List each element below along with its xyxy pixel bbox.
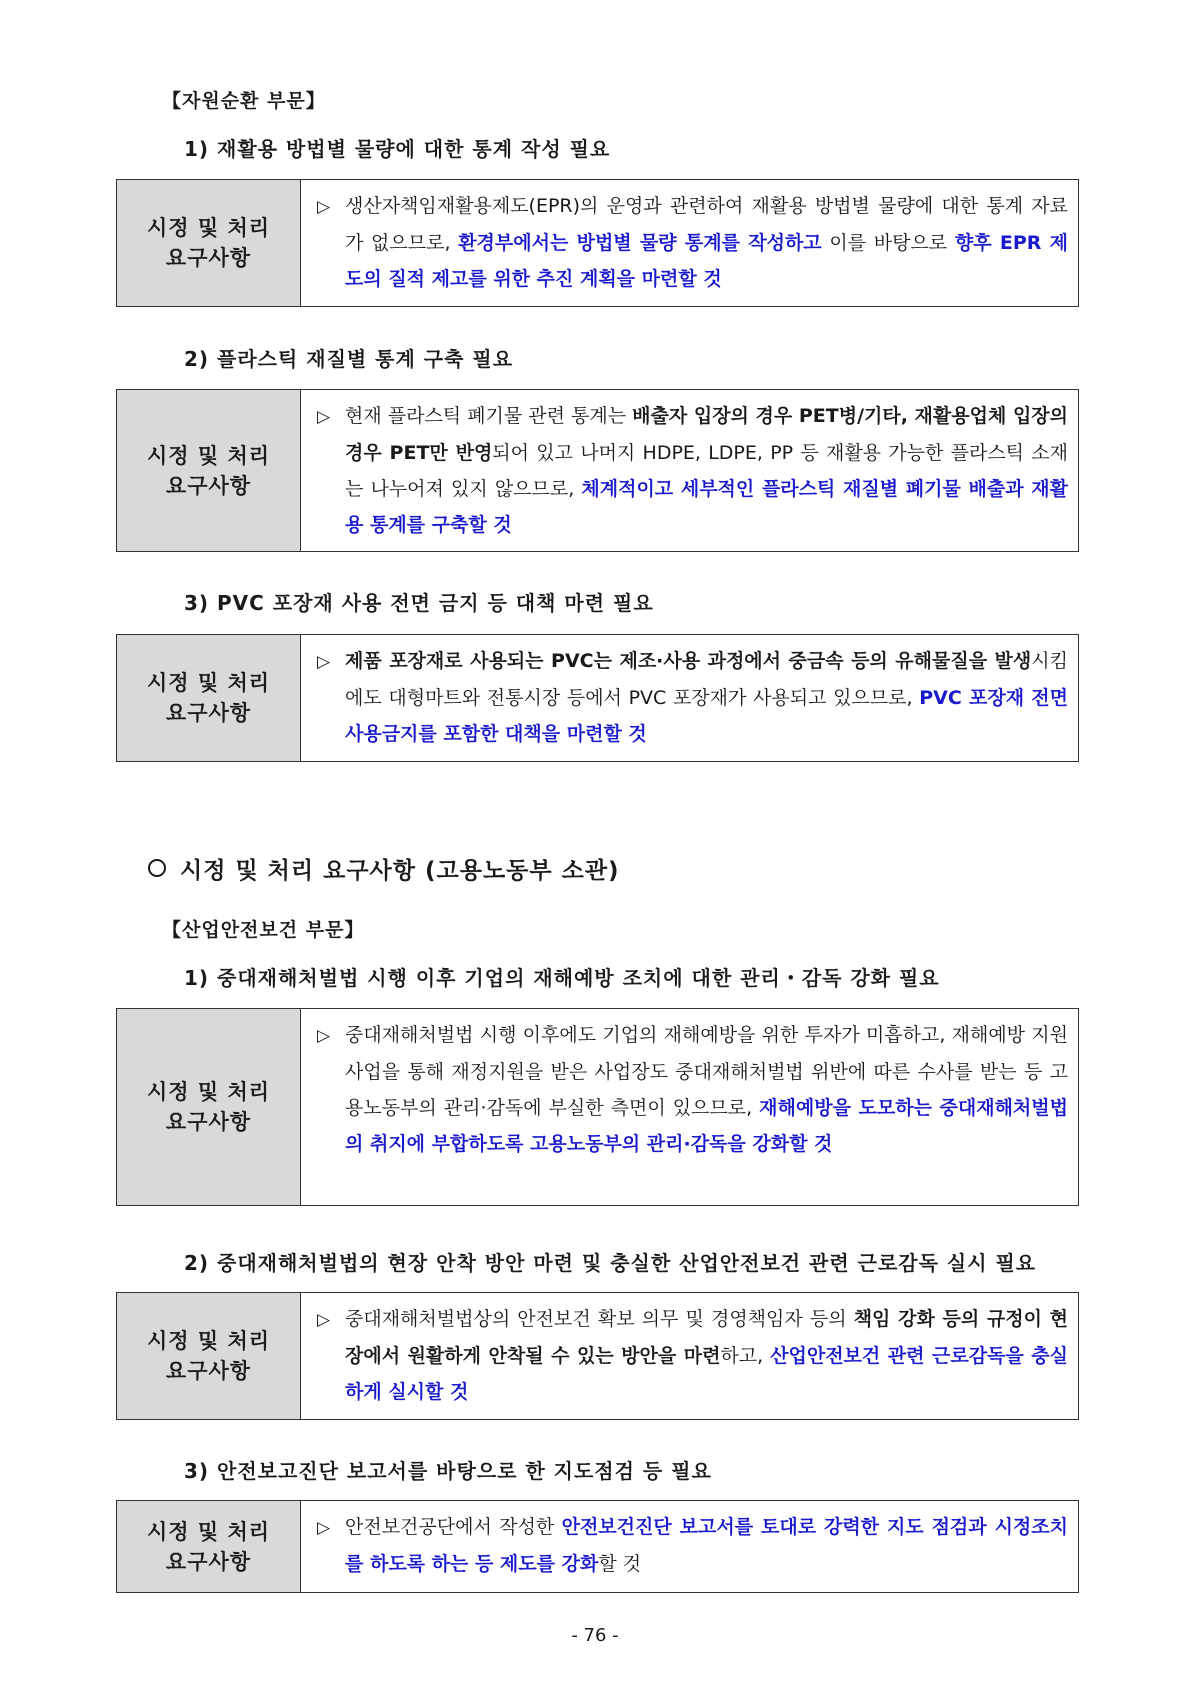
request-box xyxy=(116,389,1079,552)
item-title: 1) 재활용 방법별 물량에 대한 통계 작성 필요 xyxy=(184,137,611,161)
request-box xyxy=(116,1292,1079,1420)
request-box xyxy=(116,179,1079,307)
section-label: 【자원순환 부문】 xyxy=(162,90,326,112)
request-box xyxy=(116,634,1079,762)
box-header: 시정 및 처리 요구사항 xyxy=(117,1501,301,1592)
box-content: ▷ 안전보건공단에서 작성한 안전보건진단 보고서를 토대로 강력한 지도 점검과 시정조치를 하도록 하는 등 제도를 강화할 것 xyxy=(301,1501,1078,1592)
page-number: - 76 - xyxy=(571,1625,619,1646)
box-content: ▷ 중대재해처벌법 시행 이후에도 기업의 재해예방을 위한 투자가 미흡하고, 재해예방 지원사업을 통해 재정지원을 받은 사업장도 중대재해처벌법 위반에 따른 수사를 받는 등 고용노동부의 관리·감독에 부실한 측면이 있으므로, 재해예방을 도모하는 중대재해처벌법의 취지에 부합하도록 고용노동부의 관리·감독을 강화할 것 xyxy=(301,1009,1078,1205)
request-box xyxy=(116,1008,1079,1206)
triangle-bullet-icon: ▷ xyxy=(317,1518,331,1538)
box-content: ▷ 현재 플라스틱 폐기물 관련 통계는 배출자 입장의 경우 PET병/기타, 재활용업체 입장의 경우 PET만 반영되어 있고 나머지 HDPE, LDPE, PP 등 재활용 가능한 플라스틱 소재는 나누어져 있지 않으므로, 체계적이고 세부적인 플라스틱 재질별 폐기물 배출과 재활용 통계를 구축할 것 xyxy=(301,390,1078,551)
item-title: 2) 중대재해처벌법의 현장 안착 방안 마련 및 충실한 산업안전보건 관련 근로감독 실시 필요 xyxy=(184,1251,1037,1275)
item-title: 1) 중대재해처벌법 시행 이후 기업의 재해예방 조치에 대한 관리・감독 강화 필요 xyxy=(184,966,940,990)
circle-bullet-icon xyxy=(148,859,166,877)
box-content: ▷ 제품 포장재로 사용되는 PVC는 제조·사용 과정에서 중금속 등의 유해물질을 발생시킴에도 대형마트와 전통시장 등에서 PVC 포장재가 사용되고 있으므로, PVC 포장재 전면 사용금지를 포함한 대책을 마련할 것 xyxy=(301,635,1078,761)
item-title: 3) PVC 포장재 사용 전면 금지 등 대책 마련 필요 xyxy=(184,591,654,615)
box-header: 시정 및 처리 요구사항 xyxy=(117,1009,301,1205)
section-label: 【산업안전보건 부문】 xyxy=(162,919,365,941)
box-header: 시정 및 처리 요구사항 xyxy=(117,635,301,761)
triangle-bullet-icon: ▷ xyxy=(317,1310,331,1330)
ministry-heading: 시정 및 처리 요구사항 (고용노동부 소관) xyxy=(148,852,620,885)
triangle-bullet-icon: ▷ xyxy=(317,652,331,672)
request-box xyxy=(116,1500,1079,1593)
triangle-bullet-icon: ▷ xyxy=(317,407,331,427)
box-header: 시정 및 처리 요구사항 xyxy=(117,180,301,306)
triangle-bullet-icon: ▷ xyxy=(317,1026,331,1046)
box-header: 시정 및 처리 요구사항 xyxy=(117,390,301,551)
item-title: 2) 플라스틱 재질별 통계 구축 필요 xyxy=(184,347,514,371)
box-content: ▷ 생산자책임재활용제도(EPR)의 운영과 관련하여 재활용 방법별 물량에 대한 통계 자료가 없으므로, 환경부에서는 방법별 물량 통계를 작성하고 이를 바탕으로 향후 EPR 제도의 질적 제고를 위한 추진 계획을 마련할 것 xyxy=(301,180,1078,306)
item-title: 3) 안전보고진단 보고서를 바탕으로 한 지도점검 등 필요 xyxy=(184,1459,712,1483)
triangle-bullet-icon: ▷ xyxy=(317,197,331,217)
box-content: ▷ 중대재해처벌법상의 안전보건 확보 의무 및 경영책임자 등의 책임 강화 등의 규정이 현장에서 원활하게 안착될 수 있는 방안을 마련하고, 산업안전보건 관련 근로감독을 충실하게 실시할 것 xyxy=(301,1293,1078,1419)
box-header: 시정 및 처리 요구사항 xyxy=(117,1293,301,1419)
